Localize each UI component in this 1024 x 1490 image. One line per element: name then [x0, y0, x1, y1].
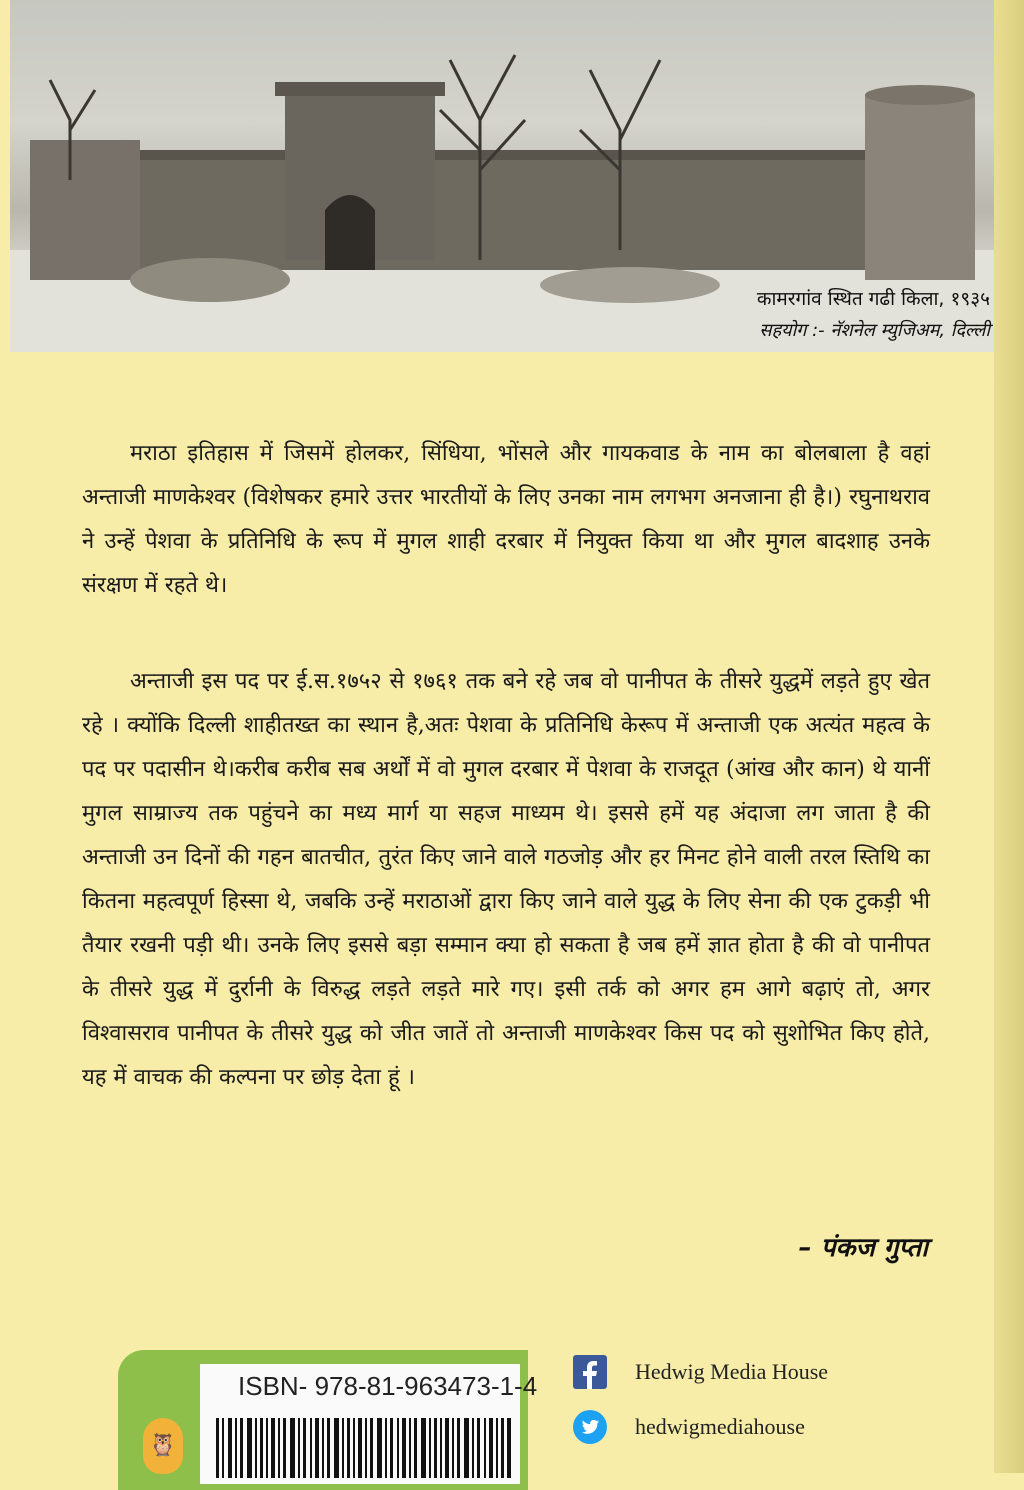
- facebook-row[interactable]: [573, 1355, 828, 1389]
- twitter-row[interactable]: [573, 1410, 805, 1444]
- isbn-text: ISBN- 978-81-963473-1-4: [238, 1371, 538, 1401]
- twitter-icon: [573, 1410, 607, 1444]
- photo-caption-credit: सहयोग :- नॅशनेल म्युजिअम, दिल्ली: [759, 320, 990, 341]
- publisher-owl-logo: 🦉: [143, 1418, 183, 1474]
- book-spine-edge: [994, 0, 1024, 1473]
- author-signature: – पंकज गुप्ता: [798, 1233, 928, 1263]
- barcode-image: [216, 1418, 512, 1478]
- twitter-label: hedwigmediahouse: [635, 1414, 805, 1439]
- body-paragraph-1: मराठा इतिहास में जिसमें होलकर, सिंधिया, भोंसले और गायकवाड के नाम का बोलबाला है वहां अन्ताजी माणकेश्वर (विशेषकर हमारे उत्तर भारतीयों के लिए उनका नाम लगभग अनजाना ही है।) रघुनाथराव ने उन्हें पेशवा के प्रतिनिधि के रूप में मुगल शाही दरबार में नियुक्त किया था और मुगल बादशाह उनके संरक्षण में रहते थे।: [82, 441, 930, 598]
- body-paragraph-2: अन्ताजी इस पद पर ई.स.१७५२ से १७६१ तक बने रहे जब वो पानीपत के तीसरे युद्धमें लड़ते हुए खेत रहे । क्योंकि दिल्ली शाहीतख्त का स्थान है,अतः पेशवा के प्रतिनिधि केरूप में अन्ताजी एक अत्यंत महत्व के पद पर पदासीन थे।करीब करीब सब अर्थों में वो मुगल दरबार में पेशवा के राजदूत (आंख और कान) थे यानीं मुगल साम्राज्य तक पहुंचने का मध्य मार्ग या सहज माध्यम थे। इससे हमें यह अंदाजा लग जाता है की अन्ताजी उन दिनों की गहन बातचीत, तुरंत किए जाने वाले गठजोड़ और हर मिनट होने वाली तरल स्तिथि का कितना महत्वपूर्ण हिस्सा थे, जबकि उन्हें मराठाओं द्वारा किए जाने वाले युद्ध के लिए सेना की एक टुकड़ी भी तैयार रखनी पड़ी थी। उनके लिए इससे बड़ा सम्मान क्या हो सकता है जब हमें ज्ञात होता है की वो पानीपत के तीसरे युद्ध में दुर्रानी के विरुद्ध लड़ते लड़ते मारे गए। इसी तर्क को अगर हम आगे बढ़ाएं तो, अगर विश्वासराव पानीपत के तीसरे युद्ध को जीत जातें तो अन्ताजी माणकेश्वर किस पद को सुशोभित किए होते, यह में वाचक की कल्पना पर छोड़ देता हूं ।: [82, 669, 930, 1090]
- facebook-icon: [573, 1355, 607, 1389]
- photo-caption-title: कामरगांव स्थित गढी किला, १९३५: [756, 288, 990, 310]
- facebook-label: Hedwig Media House: [635, 1359, 829, 1384]
